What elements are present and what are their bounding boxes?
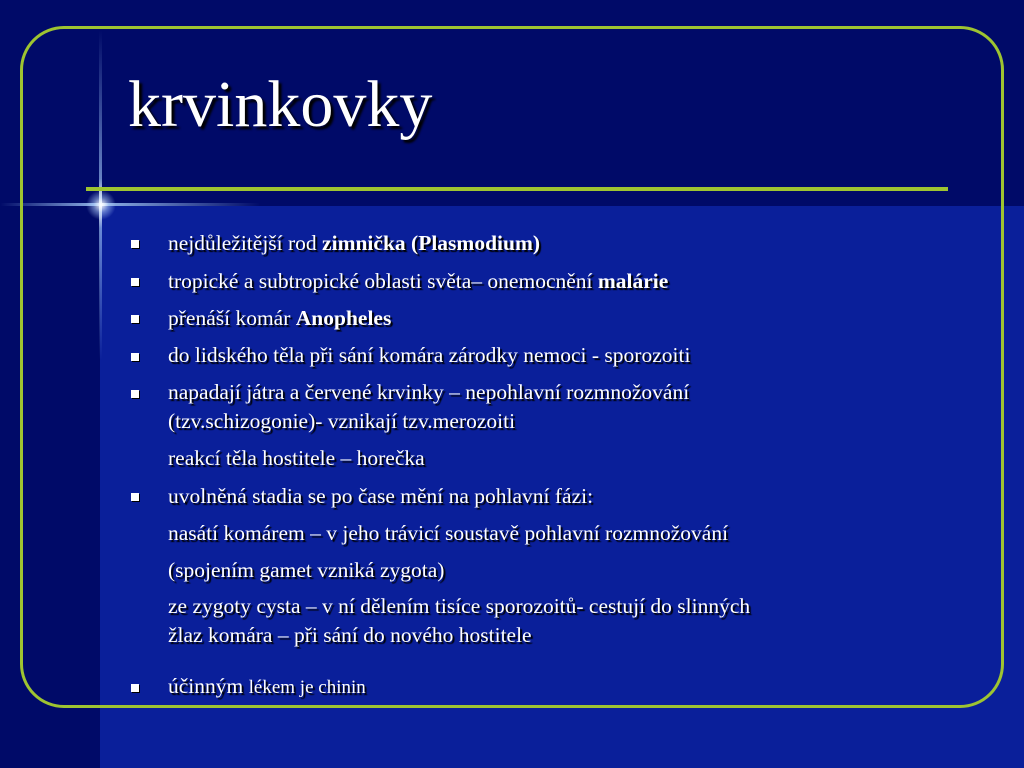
list-item bbox=[168, 341, 958, 370]
list-item-continuation bbox=[168, 407, 958, 436]
list-item-text: napadají játra a červené krvinky – nepohlavní rozmnožování bbox=[168, 380, 690, 404]
list-item-text: nasátí komárem – v jeho trávicí soustavě pohlavní rozmnožování bbox=[168, 521, 729, 545]
list-item-note bbox=[168, 519, 958, 548]
list-item-text: nejdůležitější rod bbox=[168, 231, 323, 255]
list-item-text: tropické a subtropické oblasti světa– onemocnění bbox=[168, 269, 598, 293]
bullet-square bbox=[131, 390, 139, 398]
list-item bbox=[168, 229, 958, 258]
list-item bbox=[168, 482, 958, 511]
slide-title: krvinkovky bbox=[128, 68, 433, 141]
bullet-square bbox=[131, 315, 139, 323]
bullet-square bbox=[131, 278, 139, 286]
list-item-text: přenáší komár bbox=[168, 306, 296, 330]
list-item bbox=[168, 267, 958, 296]
list-item-continuation bbox=[168, 621, 958, 650]
list-item bbox=[168, 378, 958, 407]
list-item-text: účinným bbox=[168, 674, 249, 698]
list-item-note bbox=[168, 556, 958, 585]
list-item-small-text: lékem je chinin bbox=[248, 677, 366, 698]
list-item-text: žlaz komára – při sání do nového hostitele bbox=[168, 623, 532, 647]
list-item-note bbox=[168, 592, 958, 621]
list-item bbox=[168, 304, 958, 333]
list-item-text: ze zygoty cysta – v ní dělením tisíce sporozoitů- cestují do slinných bbox=[168, 594, 751, 618]
list-item-text: do lidského těla při sání komára zárodky nemoci - sporozoiti bbox=[168, 343, 691, 367]
list-item-text: (tzv.schizogonie)- vznikají tzv.merozoiti bbox=[168, 409, 516, 433]
bullet-square bbox=[131, 493, 139, 501]
list-item-note bbox=[168, 444, 958, 473]
list-item-bold-text: malárie bbox=[597, 269, 669, 293]
bullet-square bbox=[131, 240, 139, 248]
bullet-square bbox=[131, 353, 139, 361]
list-item-text: uvolněná stadia se po čase mění na pohlavní fázi: bbox=[168, 484, 594, 508]
list-item-text: reakcí těla hostitele – horečka bbox=[168, 446, 425, 470]
list-item-bold-text: Anopheles bbox=[295, 306, 392, 330]
list-item-text: (spojením gamet vzniká zygota) bbox=[168, 558, 445, 582]
list-item bbox=[168, 672, 958, 702]
list-item-bold-text: zimnička (Plasmodium) bbox=[322, 231, 541, 255]
bullet-square bbox=[131, 684, 139, 692]
